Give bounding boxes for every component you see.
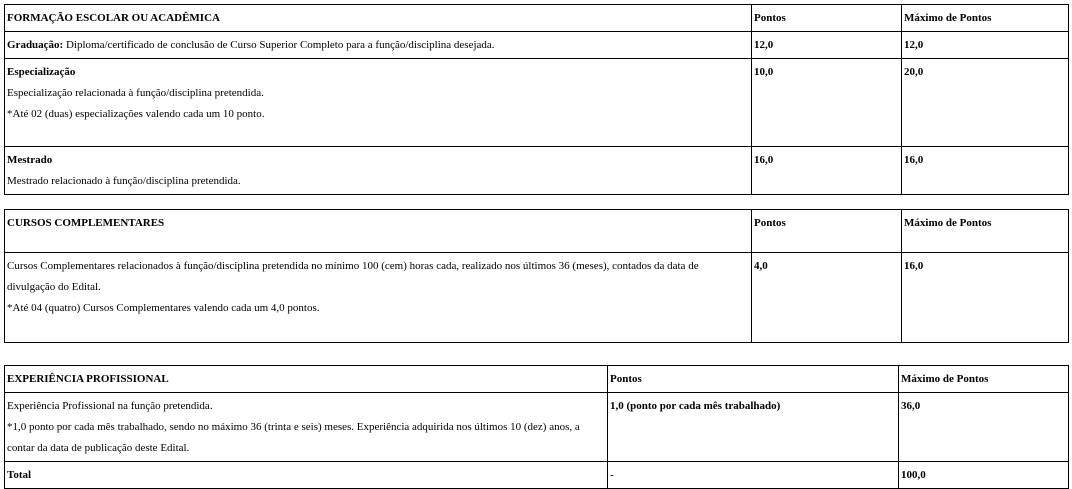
cursos-col-maximo: Máximo de Pontos [902, 210, 1069, 253]
especializacao-maximo: 20,0 [902, 59, 1069, 147]
especializacao-cell [5, 59, 752, 147]
especializacao-title: Especialização [7, 66, 76, 78]
cursos-header: CURSOS COMPLEMENTARES [5, 210, 752, 253]
formacao-header: FORMAÇÃO ESCOLAR OU ACADÊMICA [5, 5, 752, 32]
graduacao-row [5, 32, 1069, 59]
experiencia-line2: *1,0 ponto por cada mês trabalhado, sendo no máximo 36 (trinta e seis) meses. Experiência adquirida nos últimos 10 (dez) anos, a contar da data de publicação deste Edital. [7, 421, 580, 454]
experiencia-line1: Experiência Profissional na função pretendida. [7, 400, 213, 412]
cursos-table [4, 209, 1069, 343]
col-pontos-header: Pontos [752, 5, 902, 32]
cursos-cell [5, 253, 752, 343]
cursos-row [5, 253, 1069, 343]
graduacao-maximo: 12,0 [902, 32, 1069, 59]
experiencia-table [4, 365, 1069, 489]
especializacao-row [5, 59, 1069, 147]
total-row [5, 462, 1069, 489]
col-maximo-header: Máximo de Pontos [902, 5, 1069, 32]
experiencia-pontos: 1,0 (ponto por cada mês trabalhado) [608, 393, 899, 462]
experiencia-col-pontos: Pontos [608, 366, 899, 393]
cursos-maximo: 16,0 [902, 253, 1069, 343]
formacao-header-row [5, 5, 1069, 32]
total-pontos: - [608, 462, 899, 489]
mestrado-maximo: 16,0 [902, 147, 1069, 195]
total-maximo: 100,0 [899, 462, 1069, 489]
especializacao-line1: Especialização relacionada à função/disciplina pretendida. [7, 87, 264, 99]
graduacao-desc: Diploma/certificado de conclusão de Curso Superior Completo para a função/disciplina desejada. [65, 39, 495, 51]
experiencia-maximo: 36,0 [899, 393, 1069, 462]
experiencia-cell [5, 393, 608, 462]
mestrado-row [5, 147, 1069, 195]
total-label: Total [5, 462, 608, 489]
experiencia-header: EXPERIÊNCIA PROFISSIONAL [5, 366, 608, 393]
cursos-line1: Cursos Complementares relacionados à função/disciplina pretendida no mínimo 100 (cem) horas cada, realizado nos últimos 36 (meses), contados da data de divulgação do Edital. [7, 260, 699, 293]
experiencia-col-maximo: Máximo de Pontos [899, 366, 1069, 393]
mestrado-title: Mestrado [7, 154, 53, 166]
cursos-header-row [5, 210, 1069, 253]
especializacao-line2: *Até 02 (duas) especializações valendo cada um 10 ponto. [7, 108, 265, 120]
graduacao-title: Graduação: [7, 39, 64, 51]
cursos-line2: *Até 04 (quatro) Cursos Complementares valendo cada um 4,0 pontos. [7, 302, 320, 314]
graduacao-pontos: 12,0 [752, 32, 902, 59]
graduacao-cell [5, 32, 752, 59]
cursos-col-pontos: Pontos [752, 210, 902, 253]
mestrado-line1: Mestrado relacionado à função/disciplina pretendida. [7, 175, 241, 187]
experiencia-row [5, 393, 1069, 462]
especializacao-pontos: 10,0 [752, 59, 902, 147]
experiencia-header-row [5, 366, 1069, 393]
formacao-table [4, 4, 1069, 195]
cursos-pontos: 4,0 [752, 253, 902, 343]
mestrado-cell [5, 147, 752, 195]
mestrado-pontos: 16,0 [752, 147, 902, 195]
